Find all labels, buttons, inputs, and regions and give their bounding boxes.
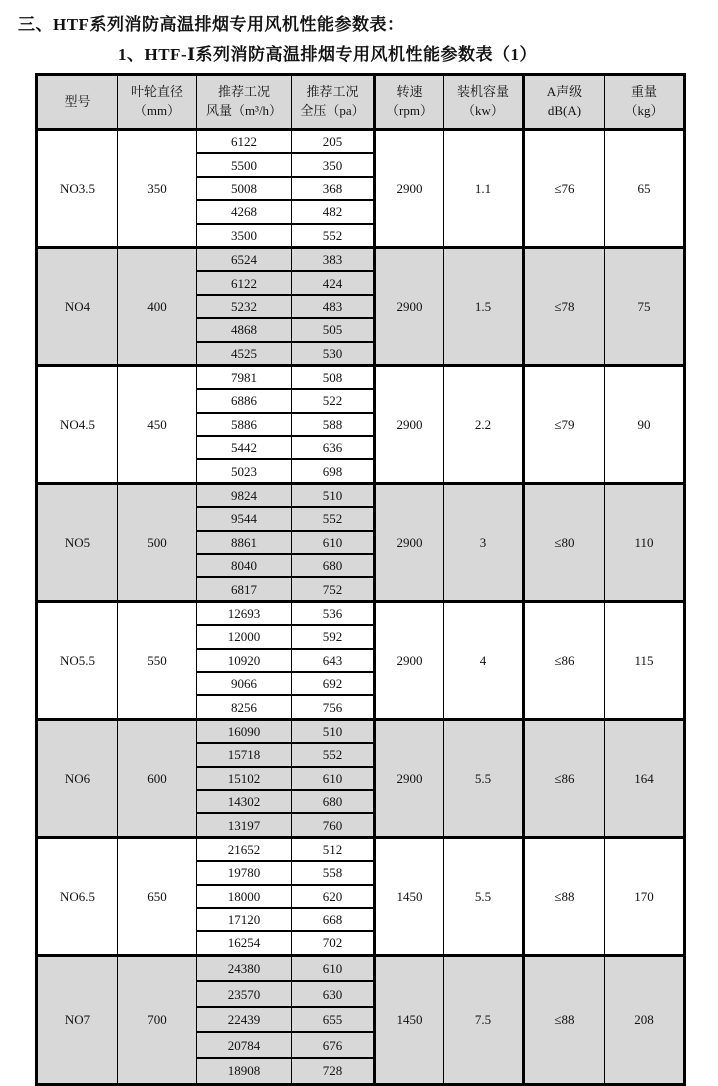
model-cell: NO3.5: [37, 130, 118, 248]
speed-cell: 2900: [375, 130, 444, 248]
power-cell: 1.5: [444, 247, 524, 365]
model-cell: NO6: [37, 719, 118, 837]
power-cell: 7.5: [444, 955, 524, 1084]
weight-cell: 75: [605, 247, 685, 365]
performance-table: [35, 73, 686, 1086]
pressure-cell: 668: [292, 908, 375, 931]
header-label: 推荐工况: [306, 84, 359, 100]
header-unit: 风量（m³/h）: [205, 103, 283, 118]
pressure-cell: 610: [292, 955, 375, 981]
header-label: 推荐工况: [217, 84, 270, 100]
pressure-cell: 510: [292, 719, 375, 743]
header-label: 叶轮直径: [130, 84, 183, 100]
flow-cell: 6122: [197, 130, 292, 154]
pressure-cell: 692: [292, 672, 375, 695]
pressure-cell: 680: [292, 554, 375, 577]
pressure-cell: 383: [292, 247, 375, 271]
pressure-cell: 522: [292, 389, 375, 412]
pressure-cell: 482: [292, 200, 375, 223]
pressure-cell: 552: [292, 224, 375, 248]
data-row: [37, 483, 685, 507]
power-cell: 2.2: [444, 365, 524, 483]
noise-cell: ≤86: [524, 601, 605, 719]
noise-cell: ≤79: [524, 365, 605, 483]
diameter-cell: 350: [118, 130, 197, 248]
pressure-cell: 350: [292, 153, 375, 176]
speed-cell: 2900: [375, 483, 444, 601]
pressure-cell: 512: [292, 837, 375, 861]
pressure-cell: 552: [292, 507, 375, 530]
flow-cell: 6817: [197, 577, 292, 601]
model-cell: NO6.5: [37, 837, 118, 955]
power-cell: 5.5: [444, 837, 524, 955]
pressure-cell: 368: [292, 177, 375, 200]
flow-cell: 4525: [197, 342, 292, 366]
flow-cell: 23570: [197, 981, 292, 1007]
table-subtitle: 1、HTF-Ⅰ系列消防高温排烟专用风机性能参数表（1）: [118, 45, 538, 64]
flow-cell: 5023: [197, 459, 292, 483]
pressure-cell: 610: [292, 767, 375, 790]
model-cell: NO5.5: [37, 601, 118, 719]
header-unit: （kg）: [624, 103, 664, 118]
pressure-cell: 760: [292, 813, 375, 837]
diameter-cell: 500: [118, 483, 197, 601]
column-header-diameter: [118, 75, 197, 130]
data-row: [37, 719, 685, 743]
flow-cell: 12693: [197, 601, 292, 625]
flow-cell: 4868: [197, 318, 292, 341]
pressure-cell: 558: [292, 861, 375, 884]
noise-cell: ≤80: [524, 483, 605, 601]
flow-cell: 19780: [197, 861, 292, 884]
model-cell: NO5: [37, 483, 118, 601]
header-label: 重量: [630, 84, 657, 100]
pressure-cell: 756: [292, 695, 375, 719]
weight-cell: 110: [605, 483, 685, 601]
table-header: [37, 75, 685, 130]
data-row: [37, 837, 685, 861]
flow-cell: 22439: [197, 1007, 292, 1033]
header-label: A声级: [546, 84, 583, 100]
flow-cell: 5008: [197, 177, 292, 200]
flow-cell: 15718: [197, 743, 292, 766]
pressure-cell: 530: [292, 342, 375, 366]
column-header-pressure: [292, 75, 375, 130]
data-row: [37, 365, 685, 389]
header-label: 装机容量: [456, 84, 509, 100]
diameter-cell: 650: [118, 837, 197, 955]
header-unit: 全压（pa）: [300, 103, 365, 118]
data-row: [37, 601, 685, 625]
flow-cell: 16090: [197, 719, 292, 743]
pressure-cell: 655: [292, 1007, 375, 1033]
flow-cell: 24380: [197, 955, 292, 981]
diameter-cell: 600: [118, 719, 197, 837]
pressure-cell: 752: [292, 577, 375, 601]
weight-cell: 170: [605, 837, 685, 955]
flow-cell: 6524: [197, 247, 292, 271]
weight-cell: 208: [605, 955, 685, 1084]
pressure-cell: 505: [292, 318, 375, 341]
flow-cell: 8861: [197, 531, 292, 554]
flow-cell: 5232: [197, 295, 292, 318]
header-unit: dB(A): [547, 103, 582, 118]
pressure-cell: 643: [292, 649, 375, 672]
pressure-cell: 510: [292, 483, 375, 507]
flow-cell: 6122: [197, 271, 292, 294]
noise-cell: ≤88: [524, 837, 605, 955]
flow-cell: 5886: [197, 413, 292, 436]
flow-cell: 5500: [197, 153, 292, 176]
pressure-cell: 620: [292, 885, 375, 908]
pressure-cell: 630: [292, 981, 375, 1007]
flow-cell: 7981: [197, 365, 292, 389]
pressure-cell: 610: [292, 531, 375, 554]
pressure-cell: 483: [292, 295, 375, 318]
column-header-model: [37, 75, 118, 130]
pressure-cell: 205: [292, 130, 375, 154]
speed-cell: 2900: [375, 719, 444, 837]
speed-cell: 2900: [375, 247, 444, 365]
diameter-cell: 550: [118, 601, 197, 719]
data-row: [37, 955, 685, 981]
pressure-cell: 552: [292, 743, 375, 766]
speed-cell: 1450: [375, 955, 444, 1084]
power-cell: 5.5: [444, 719, 524, 837]
speed-cell: 2900: [375, 601, 444, 719]
weight-cell: 115: [605, 601, 685, 719]
column-header-weight: [605, 75, 685, 130]
flow-cell: 10920: [197, 649, 292, 672]
diameter-cell: 400: [118, 247, 197, 365]
pressure-cell: 702: [292, 931, 375, 955]
weight-cell: 90: [605, 365, 685, 483]
flow-cell: 16254: [197, 931, 292, 955]
flow-cell: 5442: [197, 436, 292, 459]
data-row: [37, 130, 685, 154]
pressure-cell: 424: [292, 271, 375, 294]
data-row: [37, 247, 685, 271]
flow-cell: 15102: [197, 767, 292, 790]
diameter-cell: 450: [118, 365, 197, 483]
flow-cell: 21652: [197, 837, 292, 861]
pressure-cell: 676: [292, 1032, 375, 1058]
pressure-cell: 728: [292, 1058, 375, 1084]
flow-cell: 8256: [197, 695, 292, 719]
pressure-cell: 680: [292, 790, 375, 813]
section-title: 三、HTF系列消防高温排烟专用风机性能参数表：: [18, 15, 405, 34]
noise-cell: ≤86: [524, 719, 605, 837]
flow-cell: 6886: [197, 389, 292, 412]
flow-cell: 8040: [197, 554, 292, 577]
speed-cell: 1450: [375, 837, 444, 955]
model-cell: NO4: [37, 247, 118, 365]
flow-cell: 17120: [197, 908, 292, 931]
pressure-cell: 698: [292, 459, 375, 483]
diameter-cell: 700: [118, 955, 197, 1084]
header-row: [37, 75, 685, 130]
flow-cell: 9544: [197, 507, 292, 530]
flow-cell: 14302: [197, 790, 292, 813]
header-unit: （rpm）: [386, 103, 433, 118]
power-cell: 1.1: [444, 130, 524, 248]
noise-cell: ≤78: [524, 247, 605, 365]
pressure-cell: 508: [292, 365, 375, 389]
pressure-cell: 536: [292, 601, 375, 625]
noise-cell: ≤88: [524, 955, 605, 1084]
weight-cell: 164: [605, 719, 685, 837]
noise-cell: ≤76: [524, 130, 605, 248]
header-unit: （mm）: [133, 103, 181, 118]
pressure-cell: 592: [292, 625, 375, 648]
flow-cell: 9066: [197, 672, 292, 695]
flow-cell: 9824: [197, 483, 292, 507]
column-header-speed: [375, 75, 444, 130]
table-body: [37, 130, 685, 1085]
flow-cell: 3500: [197, 224, 292, 248]
flow-cell: 12000: [197, 625, 292, 648]
power-cell: 3: [444, 483, 524, 601]
pressure-cell: 588: [292, 413, 375, 436]
flow-cell: 13197: [197, 813, 292, 837]
column-header-flow: [197, 75, 292, 130]
column-header-noise: [524, 75, 605, 130]
column-header-power: [444, 75, 524, 130]
flow-cell: 20784: [197, 1032, 292, 1058]
flow-cell: 4268: [197, 200, 292, 223]
header-label: 转速: [396, 84, 423, 100]
pressure-cell: 636: [292, 436, 375, 459]
power-cell: 4: [444, 601, 524, 719]
flow-cell: 18000: [197, 885, 292, 908]
header-label: 型号: [64, 93, 91, 109]
speed-cell: 2900: [375, 365, 444, 483]
flow-cell: 18908: [197, 1058, 292, 1084]
header-unit: （kw）: [462, 103, 504, 118]
model-cell: NO7: [37, 955, 118, 1084]
weight-cell: 65: [605, 130, 685, 248]
model-cell: NO4.5: [37, 365, 118, 483]
